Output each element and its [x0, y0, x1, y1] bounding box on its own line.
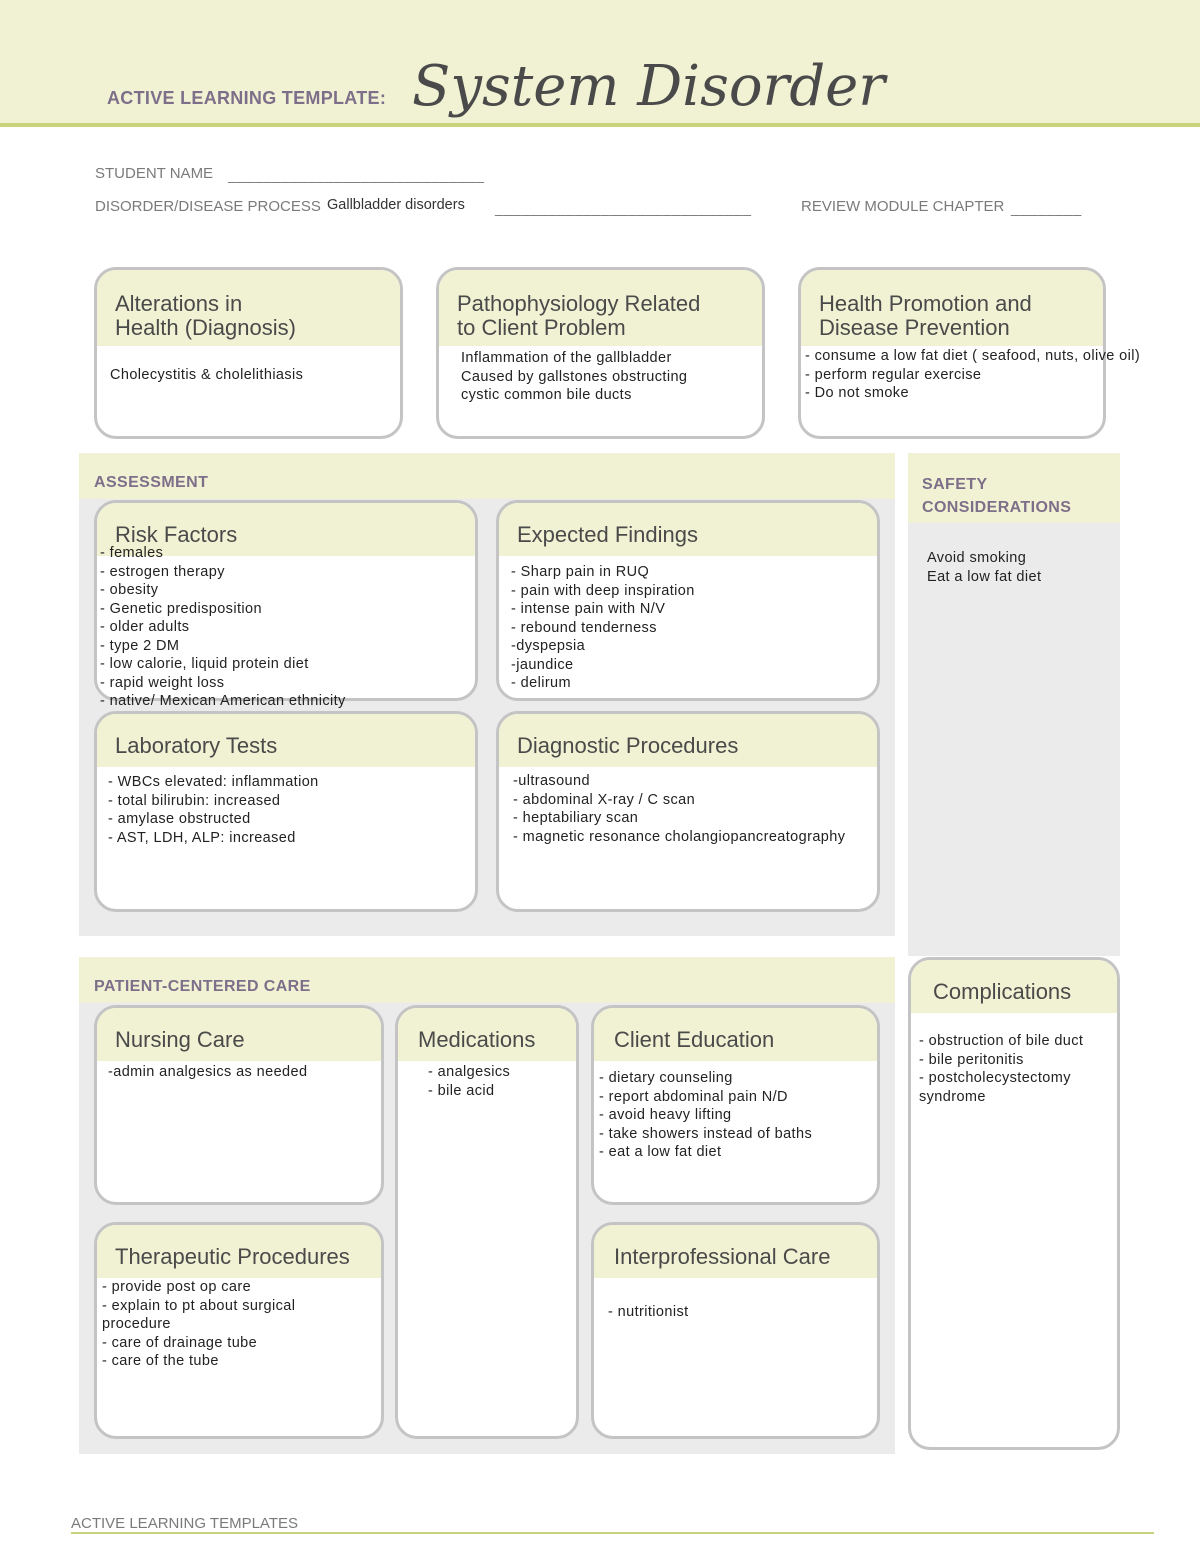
template-label: ACTIVE LEARNING TEMPLATE:	[107, 88, 387, 108]
medications-body: - analgesics - bile acid	[428, 1064, 511, 1099]
disorder-value[interactable]: Gallbladder disorders	[327, 197, 465, 213]
interprofessional-care-title: Interprofessional Care	[594, 1225, 877, 1278]
laboratory-tests-body: - WBCs elevated: inflammation - total bilirubin: increased - amylase obstructed - AST, LDH, ALP: increased	[108, 774, 319, 846]
disorder-label: DISORDER/DISEASE PROCESS	[95, 198, 321, 215]
header-rule	[0, 123, 1200, 127]
complications-box	[908, 957, 1120, 1450]
complications-title: Complications	[911, 960, 1117, 1013]
nursing-care-box	[94, 1005, 384, 1205]
student-name-field[interactable]: _____________________________	[228, 167, 485, 184]
risk-factors-box	[94, 500, 478, 709]
nursing-care-title: Nursing Care	[97, 1008, 381, 1061]
pathophysiology-body: Inflammation of the gallbladder Caused by gallstones obstructing cystic common bile ducts	[461, 350, 688, 403]
alterations-in-health-body: Cholecystitis & cholelithiasis	[110, 367, 304, 383]
expected-findings-body: - Sharp pain in RUQ - pain with deep inspiration - intense pain with N/V - rebound tenderness -dyspepsia -jaundice - delirum	[511, 564, 695, 691]
disorder-line: _____________________________	[495, 200, 752, 217]
laboratory-tests-title: Laboratory Tests	[97, 714, 475, 767]
therapeutic-procedures-box	[94, 1222, 384, 1439]
safety-heading: SAFETY CONSIDERATIONS	[922, 476, 1072, 516]
medications-title: Medications	[398, 1008, 576, 1061]
pathophysiology-box	[436, 267, 765, 439]
nursing-care-body: -admin analgesics as needed	[108, 1064, 308, 1080]
client-education-title: Client Education	[594, 1008, 877, 1061]
alterations-in-health-title: Alterations in Health (Diagnosis)	[97, 270, 400, 346]
health-promotion-box	[798, 267, 1141, 439]
assessment-heading: ASSESSMENT	[94, 474, 209, 491]
diagnostic-procedures-title: Diagnostic Procedures	[499, 714, 877, 767]
diagnostic-procedures-body: -ultrasound - abdominal X-ray / C scan - heptabiliary scan - magnetic resonance cholangiopancreatography	[513, 773, 846, 845]
interprofessional-care-body: - nutritionist	[608, 1304, 689, 1320]
expected-findings-title: Expected Findings	[499, 503, 877, 556]
footer-text: ACTIVE LEARNING TEMPLATES	[71, 1515, 298, 1532]
health-promotion-body: - consume a low fat diet ( seafood, nuts, olive oil) - perform regular exercise - Do not smoke	[805, 348, 1141, 401]
student-name-label: STUDENT NAME	[95, 165, 214, 182]
client-education-box	[591, 1005, 880, 1205]
interprofessional-care-box	[591, 1222, 880, 1439]
health-promotion-title: Health Promotion and Disease Prevention	[801, 270, 1103, 346]
review-module-chapter-label: REVIEW MODULE CHAPTER	[801, 198, 1005, 215]
diagnostic-procedures-box	[496, 711, 880, 912]
expected-findings-box	[496, 500, 880, 701]
review-module-chapter-field[interactable]: ________	[1011, 200, 1082, 217]
client-education-body: - dietary counseling - report abdominal pain N/D - avoid heavy lifting - take showers instead of baths - eat a low fat diet	[599, 1070, 813, 1160]
footer-rule	[71, 1532, 1154, 1534]
risk-factors-title: Risk Factors	[97, 503, 475, 556]
therapeutic-procedures-body: - provide post op care - explain to pt about surgical procedure - care of drainage tube - care of the tube	[102, 1279, 296, 1369]
pathophysiology-title: Pathophysiology Related to Client Problem	[439, 270, 762, 346]
medications-box	[395, 1005, 579, 1439]
alterations-in-health-box	[94, 267, 403, 439]
complications-body: - obstruction of bile duct - bile peritonitis - postcholecystectomy syndrome	[919, 1033, 1084, 1105]
risk-factors-body: - females - estrogen therapy - obesity - Genetic predisposition - older adults - type 2 DM - low calorie, liquid protein diet - rapid weight loss - native/ Mexican American ethnicity	[100, 545, 346, 709]
laboratory-tests-box	[94, 711, 478, 912]
safety-body: Avoid smoking Eat a low fat diet	[927, 550, 1042, 585]
template-title: System Disorder	[412, 54, 886, 119]
patient-centered-care-heading: PATIENT-CENTERED CARE	[94, 978, 311, 995]
safety-panel	[908, 453, 1120, 956]
therapeutic-procedures-title: Therapeutic Procedures	[97, 1225, 381, 1278]
